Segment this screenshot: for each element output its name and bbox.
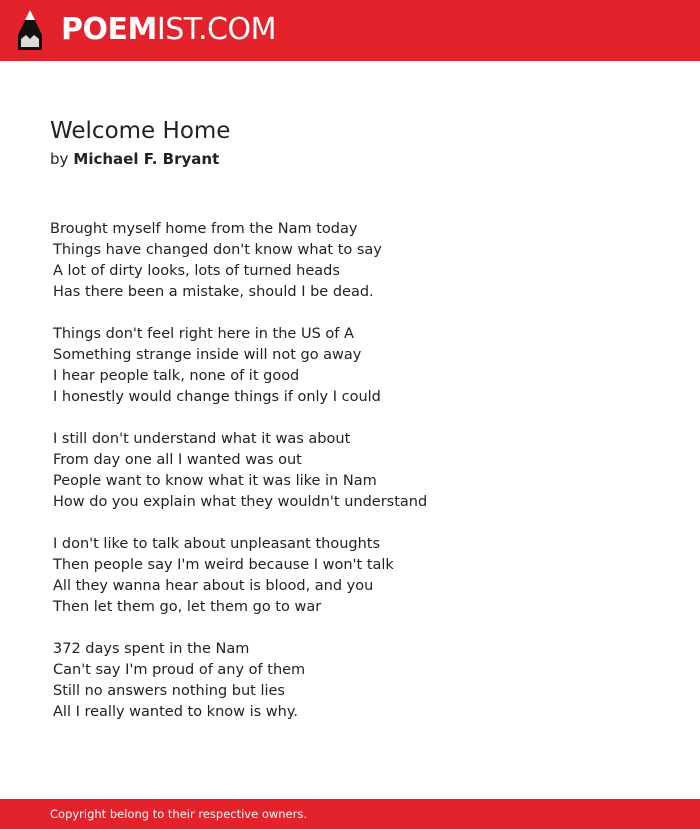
poem-line: Has there been a mistake, should I be dead.	[53, 284, 374, 300]
stanza	[50, 534, 650, 618]
poem-line: Still no answers nothing but lies	[53, 683, 285, 699]
poem-line: Then let them go, let them go to war	[53, 599, 322, 615]
poem-line: All they wanna hear about is blood, and you	[53, 578, 374, 594]
pencil-icon[interactable]	[17, 9, 43, 51]
byline	[50, 148, 219, 170]
poem-line: I don't like to talk about unpleasant thoughts	[53, 536, 381, 552]
stanza	[50, 324, 650, 408]
poem-line: Things have changed don't know what to say	[53, 242, 382, 258]
poem-line: From day one all I wanted was out	[53, 452, 302, 468]
stanza	[50, 429, 650, 513]
poem-line: Brought myself home from the Nam today	[50, 221, 358, 237]
site-footer	[0, 799, 700, 829]
poem-line: I still don't understand what it was about	[53, 431, 351, 447]
poem-line: I honestly would change things if only I could	[53, 389, 381, 405]
poem-line: Can't say I'm proud of any of them	[53, 662, 306, 678]
by-label: by	[50, 150, 69, 168]
poem-title: Welcome Home	[50, 118, 231, 144]
poem-line: People want to know what it was like in Nam	[53, 473, 377, 489]
stanza	[50, 219, 650, 303]
poem-line: I hear people talk, none of it good	[53, 368, 300, 384]
stanza	[50, 639, 650, 723]
poem-line: Things don't feel right here in the US of A	[53, 326, 354, 342]
copyright-text: Copyright belong to their respective owners.	[50, 807, 308, 821]
site-logo[interactable]	[61, 12, 276, 48]
poem-line: A lot of dirty looks, lots of turned heads	[53, 263, 340, 279]
poem-line: Something strange inside will not go away	[53, 347, 362, 363]
poem-line: Then people say I'm weird because I won't talk	[53, 557, 394, 573]
site-header	[0, 0, 700, 61]
logo-bold-text: POEM	[61, 12, 157, 47]
poem-line: 372 days spent in the Nam	[53, 641, 250, 657]
poem-body	[50, 219, 650, 744]
logo-light-text: IST.COM	[156, 12, 276, 47]
poem-line: How do you explain what they wouldn't understand	[53, 494, 428, 510]
poem-line: All I really wanted to know is why.	[53, 704, 298, 720]
author-name: Michael F. Bryant	[73, 150, 220, 168]
